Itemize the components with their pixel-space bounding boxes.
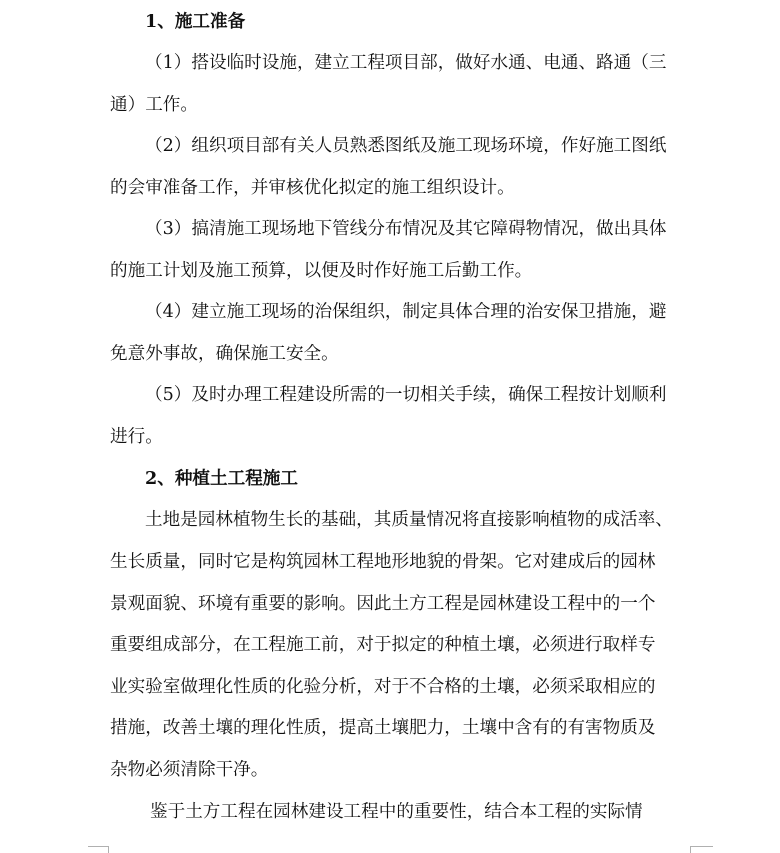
section-heading-1 [0,7,780,37]
line-text: 重要组成部分，在工程施工前，对于拟定的种植土壤，必须进行取样专 [110,635,656,655]
line-text: 进行。 [110,427,163,447]
paragraph-line [0,589,780,619]
paragraph-line [0,797,780,827]
paragraph-line [0,214,780,244]
line-text: 免意外事故，确保施工安全。 [110,344,339,364]
paragraph-line [0,547,780,577]
paragraph-line [0,173,780,203]
line-text: （5）及时办理工程建设所需的一切相关手续，确保工程按计划顺利 [145,385,667,405]
paragraph-line [0,380,780,410]
section-heading-2 [0,464,780,494]
line-text: 的会审准备工作，并审核优化拟定的施工组织设计。 [110,178,515,198]
paragraph-line [0,422,780,452]
line-text: （4）建立施工现场的治保组织，制定具体合理的治安保卫措施，避 [145,302,667,322]
line-text: （2）组织项目部有关人员熟悉图纸及施工现场环境，作好施工图纸 [145,136,667,156]
line-text: （1）搭设临时设施，建立工程项目部，做好水通、电通、路通（三 [145,53,667,73]
paragraph-line [0,256,780,286]
paragraph-line [0,90,780,120]
line-text: 的施工计划及施工预算，以便及时作好施工后勤工作。 [110,261,533,281]
line-text: 土地是园林植物生长的基础，其质量情况将直接影响植物的成活率、 [145,510,673,530]
heading-text: 1、施工准备 [145,11,246,32]
paragraph-line [0,48,780,78]
line-text: 措施，改善土壤的理化性质，提高土壤肥力，土壤中含有的有害物质及 [110,718,656,738]
line-text: 通）工作。 [110,95,198,115]
paragraph-line [0,297,780,327]
paragraph-line [0,630,780,660]
heading-text: 2、种植土工程施工 [145,468,298,489]
line-text: （3）搞清施工现场地下管线分布情况及其它障碍物情况，做出具体 [145,219,667,239]
paragraph-line [0,755,780,785]
line-text: 鉴于土方工程在园林建设工程中的重要性，结合本工程的实际情 [150,802,643,822]
paragraph-line [0,713,780,743]
line-text: 业实验室做理化性质的化验分析，对于不合格的土壤，必须采取相应的 [110,677,656,697]
line-text: 景观面貌、环境有重要的影响。因此土方工程是园林建设工程中的一个 [110,594,656,614]
line-text: 杂物必须清除干净。 [110,760,269,780]
paragraph-line [0,672,780,702]
line-text: 生长质量，同时它是构筑园林工程地形地貌的骨架。它对建成后的园林 [110,552,656,572]
paragraph-line [0,339,780,369]
paragraph-line [0,505,780,535]
paragraph-line [0,131,780,161]
